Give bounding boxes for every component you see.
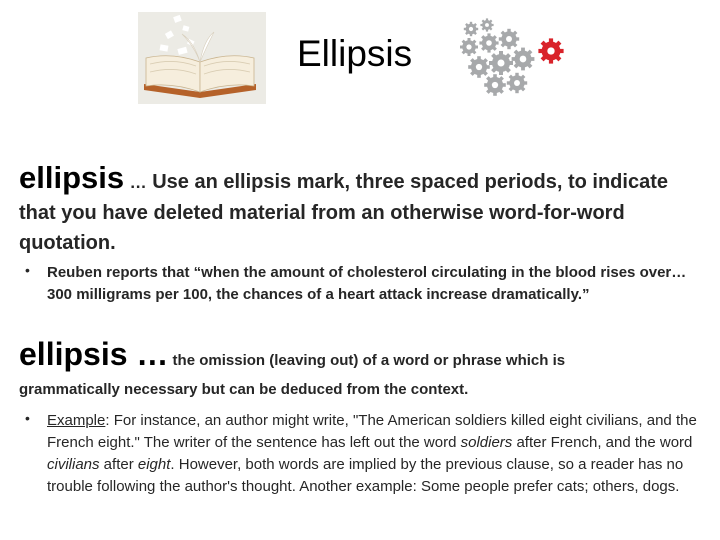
bullet-marker-1: • [25, 262, 30, 278]
definition-2-line1: the omission (leaving out) of a word or phrase which is [168, 352, 566, 369]
example-label: Example [47, 412, 106, 429]
definition-paragraph-2 [19, 336, 699, 404]
slide-title: Ellipsis [297, 33, 413, 74]
definition-1-line2: that you have deleted material from an otherwise word-for-word quotation. [19, 202, 625, 254]
example-italic-civilians: civilians [47, 456, 100, 473]
grammar-example [47, 410, 697, 498]
example-text-part4: . However, both words are implied by the previous clause, so a reader has no trouble following the author's thought. Another example: Some people prefer cats; others, dogs. [47, 456, 684, 495]
definition-2-line2: grammatically necessary but can be deduced from the context. [19, 381, 469, 398]
term-heading-1: ellipsis [19, 160, 125, 195]
definition-paragraph-1 [19, 160, 689, 258]
term-heading-2: ellipsis [19, 336, 128, 372]
bullet-marker-2: • [25, 410, 30, 426]
example-italic-eight: eight [137, 456, 171, 473]
quotation-example: Reuben reports that “when the amount of cholesterol circulating in the blood rises over… 300 milligrams per 100, the chances of a heart attack increase dramatically.” [47, 264, 687, 303]
example-text-part3: after [99, 456, 138, 473]
ellipsis-mark-1: … [129, 173, 147, 192]
ellipsis-mark-2: … [127, 336, 169, 372]
example-text-part2: after French, and the word [512, 434, 693, 451]
gears-icon [457, 15, 575, 100]
open-book-icon [138, 12, 266, 104]
definition-1-line1: Use an ellipsis mark, three spaced periods, to indicate [146, 171, 668, 193]
example-text-part1: : For instance, an author might write, "The American soldiers killed eight civilians, and the French eight." The writer of the sentence has left out the word [47, 412, 697, 451]
example-italic-soldiers: soldiers [460, 434, 513, 451]
